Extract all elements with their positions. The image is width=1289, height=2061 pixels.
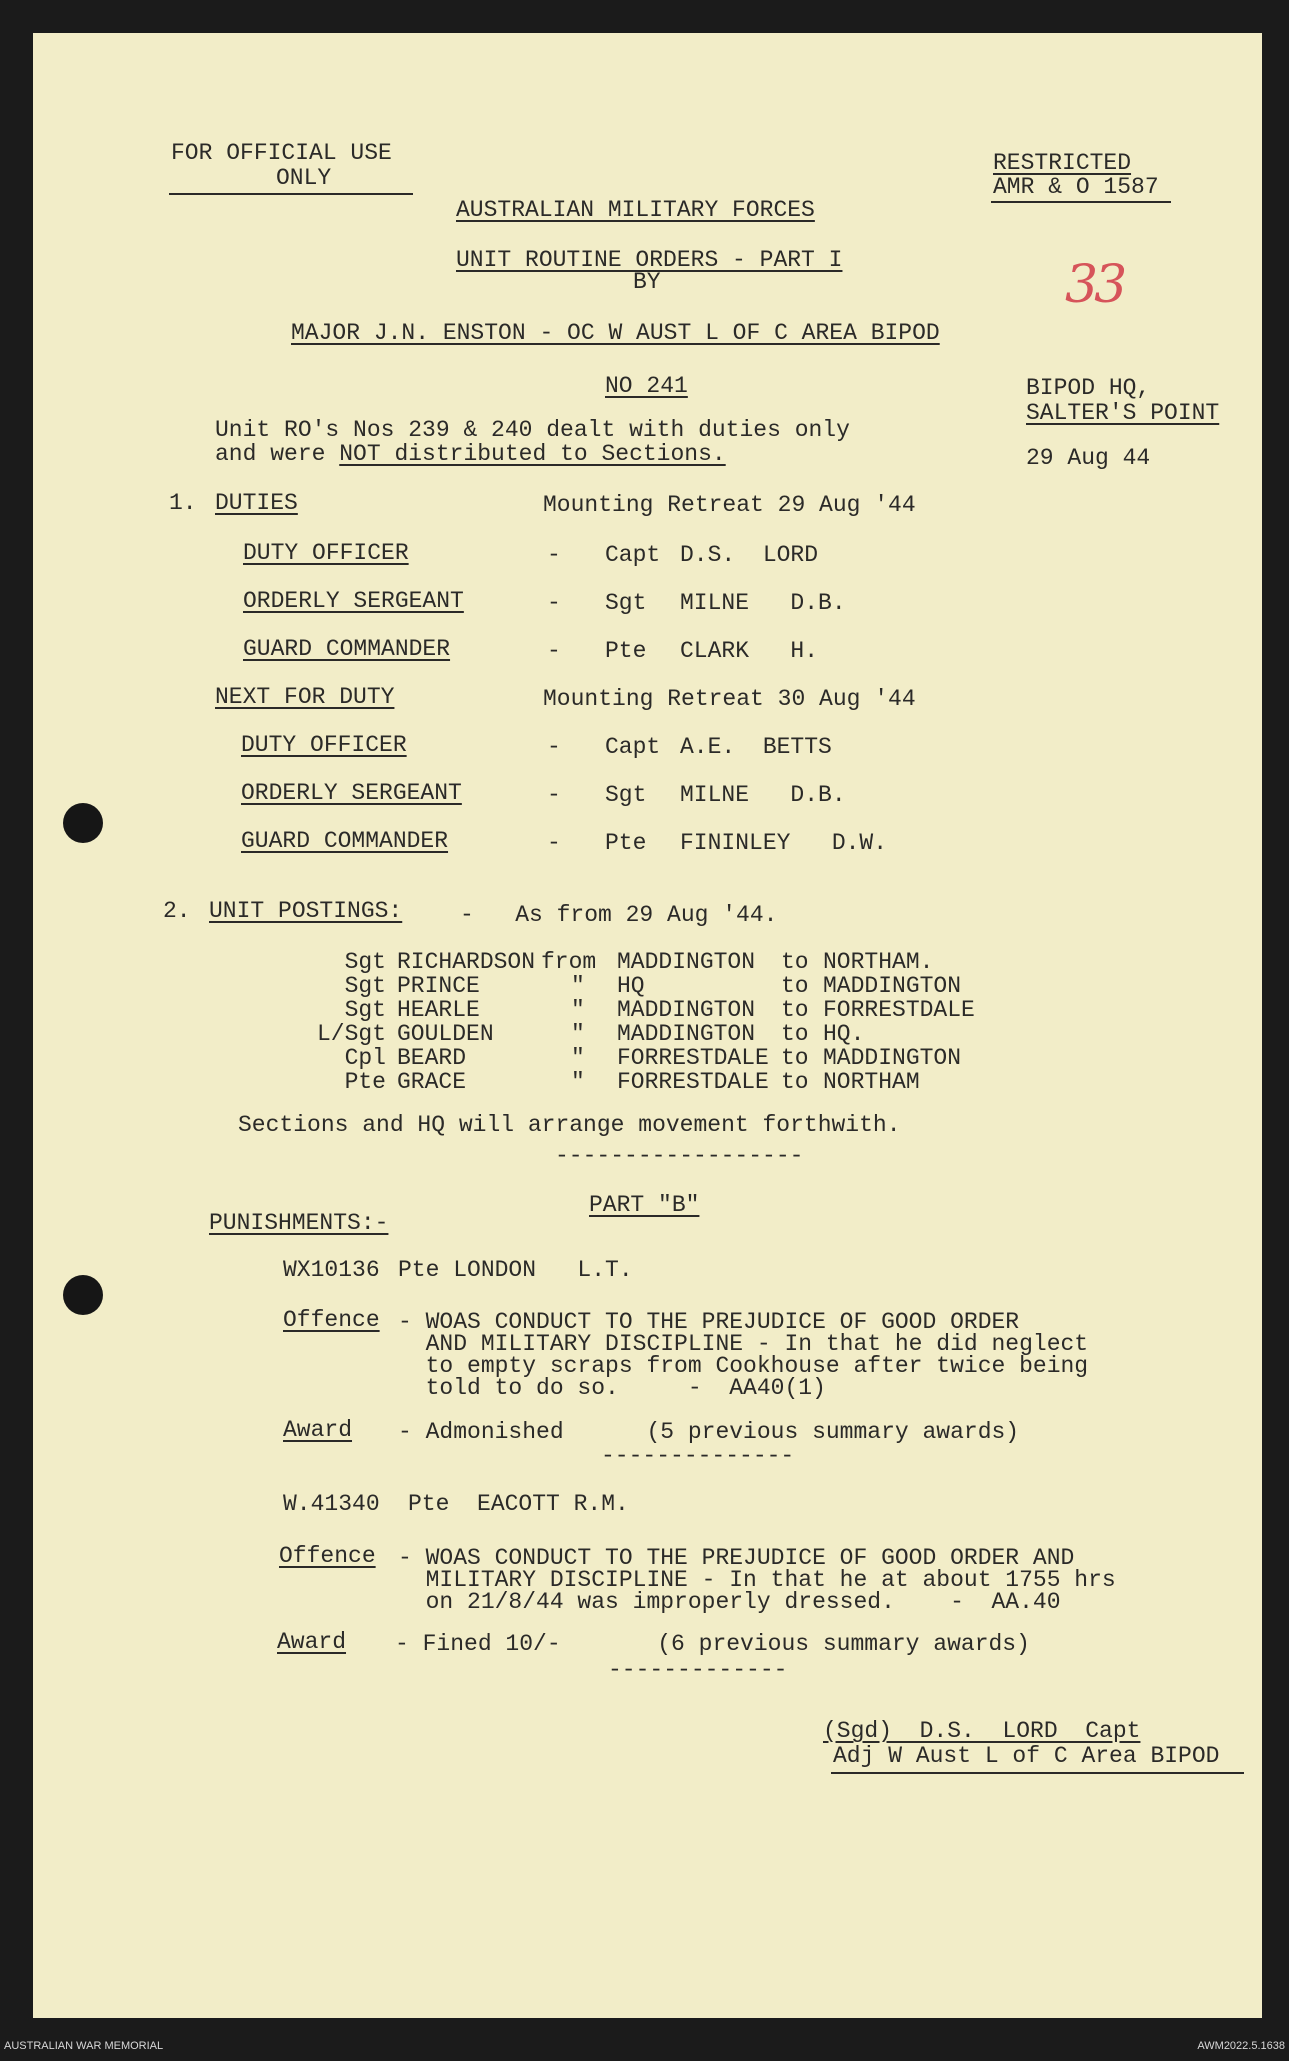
- part-b-heading: PART "B": [589, 1192, 700, 1218]
- duty-role: GUARD COMMANDER: [241, 828, 449, 854]
- duty-role: DUTY OFFICER: [241, 732, 407, 758]
- underline-rule: [831, 1772, 1244, 1774]
- order-date: 29 Aug 44: [1026, 445, 1151, 471]
- duty-rank: Pte: [605, 638, 647, 664]
- duty-rank: Sgt: [605, 782, 647, 808]
- offence-label: Offence: [283, 1307, 380, 1333]
- posting-origin: MADDINGTON: [617, 1021, 756, 1047]
- duty-name: FININLEY D.W.: [680, 830, 888, 856]
- posting-to: to: [781, 973, 809, 999]
- separator-line: -------------: [608, 1657, 788, 1683]
- location-line-2: SALTER'S POINT: [1026, 400, 1220, 426]
- archive-credit: AUSTRALIAN WAR MEMORIAL: [4, 2040, 164, 2052]
- posting-from: ": [571, 997, 585, 1023]
- section-number: 2.: [163, 898, 191, 924]
- offence-text: - WOAS CONDUCT TO THE PREJUDICE OF GOOD ORDER: [398, 1309, 1020, 1335]
- signature-appointment: Adj W Aust L of C Area BIPOD: [833, 1743, 1220, 1769]
- duty-name: A.E. BETTS: [680, 734, 832, 760]
- intro-line-1: Unit RO's Nos 239 & 240 dealt with duties only: [215, 417, 850, 443]
- punch-hole: [63, 1275, 103, 1315]
- duty-rank: Capt: [605, 542, 661, 568]
- signature-line: (Sgd) D.S. LORD Capt: [823, 1718, 1141, 1744]
- posting-from: from: [541, 949, 597, 975]
- duty-dash: -: [547, 830, 561, 856]
- posting-name: RICHARDSON: [397, 949, 536, 975]
- posting-rank: Sgt: [344, 949, 386, 975]
- posting-origin: FORRESTDALE: [617, 1045, 769, 1071]
- award-label: Award: [283, 1417, 353, 1443]
- duty-name: MILNE D.B.: [680, 782, 846, 808]
- reference-number: AMR & O 1587: [993, 174, 1159, 200]
- soldier-number: WX10136: [283, 1257, 380, 1283]
- posting-to: to: [781, 997, 809, 1023]
- soldier-name: Pte EACOTT R.M.: [408, 1491, 629, 1517]
- posting-from: ": [571, 1069, 585, 1095]
- posting-destination: FORRESTDALE: [823, 997, 975, 1023]
- security-marking-left-2: ONLY: [276, 165, 332, 191]
- posting-to: to: [781, 1069, 809, 1095]
- posting-destination: MADDINGTON: [823, 973, 962, 999]
- issuing-officer: MAJOR J.N. ENSTON - OC W AUST L OF C AREA BIPOD: [291, 320, 940, 346]
- intro-line-2: and were NOT distributed to Sections.: [215, 441, 726, 467]
- restricted-marking: RESTRICTED: [993, 150, 1132, 176]
- duty-rank: Sgt: [605, 590, 647, 616]
- offence-label: Offence: [279, 1543, 376, 1569]
- punishments-heading: PUNISHMENTS:-: [209, 1210, 389, 1236]
- posting-from: ": [571, 973, 585, 999]
- posting-to: to: [781, 949, 809, 975]
- duties-mounting: Mounting Retreat 29 Aug '44: [543, 492, 916, 518]
- posting-origin: HQ: [617, 973, 645, 999]
- duty-dash: -: [547, 782, 561, 808]
- posting-destination: HQ.: [823, 1021, 865, 1047]
- duty-rank: Pte: [605, 830, 647, 856]
- soldier-number: W.41340: [283, 1491, 380, 1517]
- posting-origin: MADDINGTON: [617, 949, 756, 975]
- offence-text: AND MILITARY DISCIPLINE - In that he did neglect: [398, 1331, 1089, 1357]
- postings-effective-date: - As from 29 Aug '44.: [460, 902, 778, 928]
- postings-note: Sections and HQ will arrange movement forthwith.: [238, 1112, 901, 1138]
- by-line: BY: [633, 269, 661, 295]
- underline-rule: [169, 193, 413, 195]
- document-subheading: UNIT ROUTINE ORDERS - PART I: [456, 247, 843, 273]
- offence-text: to empty scraps from Cookhouse after twice being: [398, 1353, 1089, 1379]
- folio-number: 33: [1065, 255, 1124, 315]
- archive-reference: AWM2022.5.1638: [1197, 2040, 1285, 2052]
- duty-name: CLARK H.: [680, 638, 819, 664]
- duty-dash: -: [547, 542, 561, 568]
- order-number: NO 241: [605, 373, 688, 399]
- duty-dash: -: [547, 590, 561, 616]
- next-duty-mounting: Mounting Retreat 30 Aug '44: [543, 686, 916, 712]
- duty-role: ORDERLY SERGEANT: [241, 780, 462, 806]
- offence-text: MILITARY DISCIPLINE - In that he at about 1755 hrs: [398, 1567, 1116, 1593]
- separator-line: ------------------: [555, 1143, 804, 1169]
- document-heading: AUSTRALIAN MILITARY FORCES: [456, 197, 815, 223]
- posting-to: to: [781, 1021, 809, 1047]
- duty-dash: -: [547, 734, 561, 760]
- posting-destination: NORTHAM.: [823, 949, 934, 975]
- next-duty-heading: NEXT FOR DUTY: [215, 684, 395, 710]
- duties-heading: DUTIES: [215, 490, 298, 516]
- posting-rank: Pte: [344, 1069, 386, 1095]
- duty-dash: -: [547, 638, 561, 664]
- postings-heading: UNIT POSTINGS:: [209, 898, 403, 924]
- posting-from: ": [571, 1021, 585, 1047]
- posting-rank: Cpl: [344, 1045, 386, 1071]
- posting-name: GRACE: [397, 1069, 467, 1095]
- posting-destination: NORTHAM: [823, 1069, 920, 1095]
- offence-text: told to do so. - AA40(1): [398, 1375, 826, 1401]
- separator-line: --------------: [601, 1443, 795, 1469]
- underline-rule: [991, 201, 1171, 203]
- posting-origin: MADDINGTON: [617, 997, 756, 1023]
- award-text: - Fined 10/- (6 previous summary awards): [395, 1631, 1030, 1657]
- location-line-1: BIPOD HQ,: [1026, 375, 1151, 401]
- punch-hole: [63, 803, 103, 843]
- posting-to: to: [781, 1045, 809, 1071]
- posting-rank: Sgt: [344, 997, 386, 1023]
- award-label: Award: [277, 1629, 347, 1655]
- posting-name: GOULDEN: [397, 1021, 494, 1047]
- duty-role: ORDERLY SERGEANT: [243, 588, 464, 614]
- posting-name: BEARD: [397, 1045, 467, 1071]
- duty-role: GUARD COMMANDER: [243, 636, 451, 662]
- posting-from: ": [571, 1045, 585, 1071]
- posting-name: PRINCE: [397, 973, 480, 999]
- offence-text: - WOAS CONDUCT TO THE PREJUDICE OF GOOD ORDER AND: [398, 1545, 1075, 1571]
- soldier-name: Pte LONDON L.T.: [398, 1257, 633, 1283]
- posting-origin: FORRESTDALE: [617, 1069, 769, 1095]
- document-page: [33, 33, 1262, 2018]
- duty-role: DUTY OFFICER: [243, 540, 409, 566]
- posting-rank: L/Sgt: [316, 1021, 386, 1047]
- offence-text: on 21/8/44 was improperly dressed. - AA.40: [398, 1589, 1061, 1615]
- duty-name: D.S. LORD: [680, 542, 819, 568]
- award-text: - Admonished (5 previous summary awards): [398, 1419, 1020, 1445]
- section-number: 1.: [169, 490, 197, 516]
- posting-rank: Sgt: [344, 973, 386, 999]
- duty-rank: Capt: [605, 734, 661, 760]
- posting-name: HEARLE: [397, 997, 480, 1023]
- posting-destination: MADDINGTON: [823, 1045, 962, 1071]
- duty-name: MILNE D.B.: [680, 590, 846, 616]
- security-marking-left: FOR OFFICIAL USE: [171, 140, 392, 166]
